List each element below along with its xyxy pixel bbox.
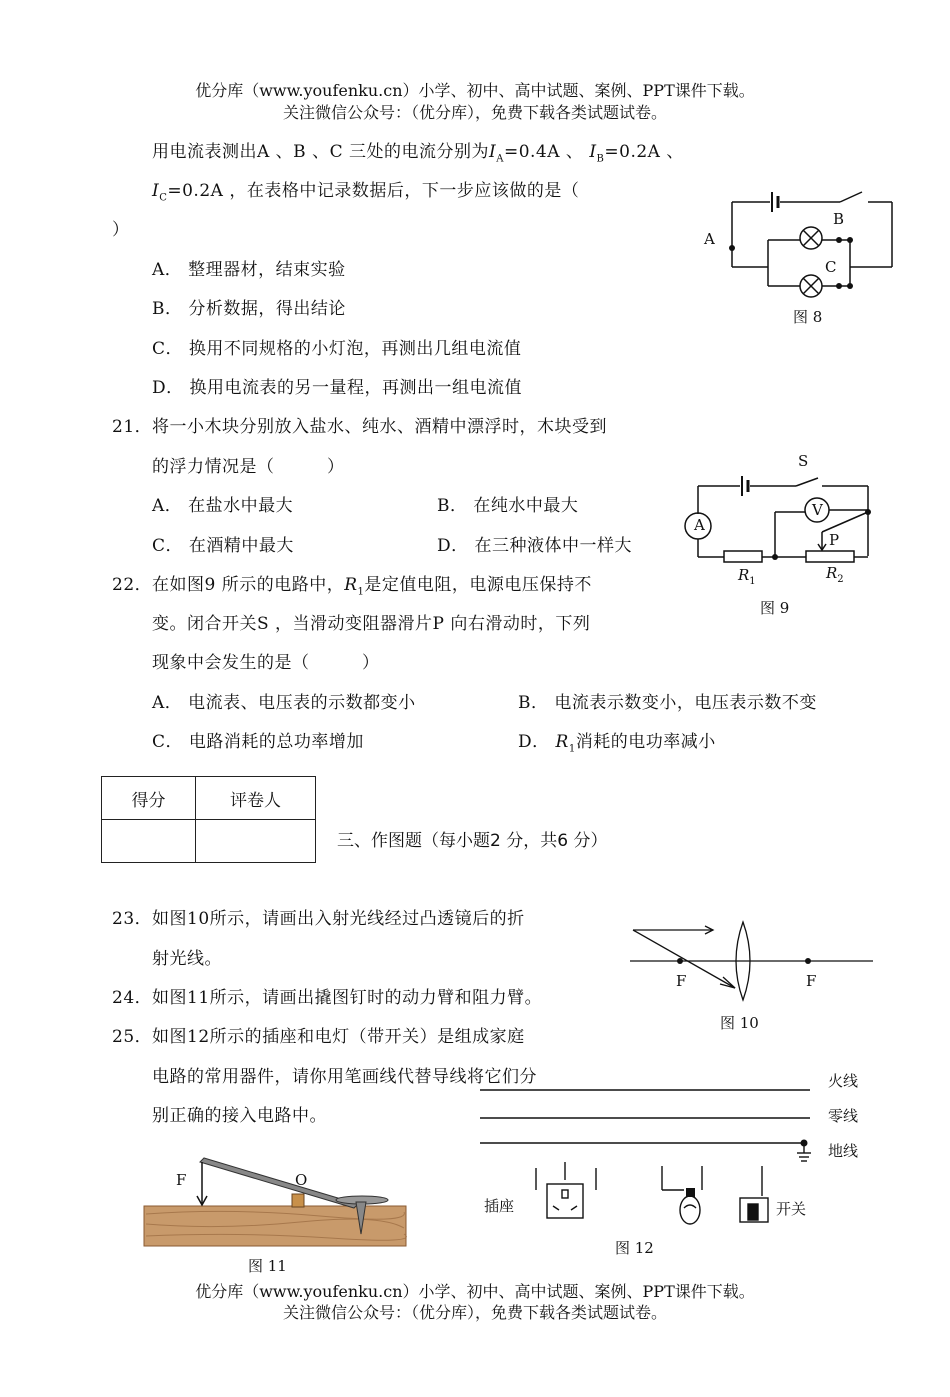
grader-cell[interactable]	[196, 820, 316, 863]
grader-header: 评卷人	[196, 777, 316, 820]
fig9-r2-label: $R_2$	[826, 564, 844, 585]
q20-option-c: C． 换用不同规格的小灯泡，再测出几组电流值	[152, 339, 522, 359]
fig11-force-label: F	[176, 1171, 187, 1189]
q21-stem-line1: 将一小木块分别放入盐水、纯水、酒精中漂浮时，木块受到	[152, 417, 607, 437]
q23-line2: 射光线。	[152, 949, 222, 969]
q22-number: 22．	[112, 575, 153, 595]
fig12-socket-label: 插座	[484, 1197, 515, 1215]
fig12-neutral-wire-label: 零线	[828, 1107, 859, 1125]
fig12-ground-wire-label: 地线	[828, 1142, 859, 1160]
q22-stem-line2: 变。闭合开关S ，当滑动变阻器滑片P 向右滑动时，下列	[152, 614, 591, 634]
fig8-caption: 图 8	[793, 308, 823, 326]
q22-stem-line1: 在如图9 所示的电路中，$R_1$是定值电阻，电源电压保持不	[152, 575, 592, 598]
q23-line1: 如图10所示，请画出入射光线经过凸透镜后的折	[152, 909, 525, 929]
fig9-caption: 图 9	[760, 599, 790, 617]
q20-close: ）	[112, 220, 130, 240]
header-line-1: 优分库（www.youfenku.cn）小学、初中、高中试题、案例、PPT课件下载。	[195, 81, 755, 100]
fig10-focus-left: F	[676, 972, 687, 990]
section-3-title: 三、作图题（每小题2 分，共6 分）	[337, 831, 608, 851]
fig12-live-wire-label: 火线	[828, 1072, 859, 1090]
fig9-ammeter-label: A	[694, 516, 705, 534]
score-table	[101, 776, 316, 863]
fig10-caption: 图 10	[720, 1014, 759, 1032]
q22-stem-line3: 现象中会发生的是（ ）	[152, 653, 380, 673]
q24-number: 24．	[112, 988, 153, 1008]
fig11-caption: 图 11	[248, 1257, 287, 1275]
q21-option-a: A． 在盐水中最大	[152, 496, 294, 516]
q21-option-d: D． 在三种液体中一样大	[437, 536, 633, 556]
fig9-switch-label: S	[798, 452, 809, 470]
q20-option-b: B． 分析数据，得出结论	[152, 299, 346, 319]
figure-9-circuit	[680, 470, 880, 590]
footer-line-2: 关注微信公众号：（优分库），免费下载各类试题试卷。	[282, 1303, 667, 1322]
fig8-label-a: A	[704, 230, 715, 248]
fig10-focus-right: F	[806, 972, 817, 990]
fig9-voltmeter-label: V	[812, 501, 823, 519]
header-line-2: 关注微信公众号：（优分库），免费下载各类试题试卷。	[282, 103, 667, 122]
q21-number: 21．	[112, 417, 153, 437]
q25-line3: 别正确的接入电路中。	[152, 1106, 327, 1126]
q25-number: 25．	[112, 1027, 153, 1047]
score-header: 得分	[102, 777, 196, 820]
fig12-switch-label: 开关	[776, 1200, 807, 1218]
q25-line1: 如图12所示的插座和电灯（带开关）是组成家庭	[152, 1027, 525, 1047]
q22-option-b: B． 电流表示数变小，电压表示数不变	[518, 693, 817, 713]
q20-option-a: A． 整理器材，结束实验	[152, 260, 346, 280]
fig12-caption: 图 12	[615, 1239, 654, 1257]
q20-stem-line1: 用电流表测出A 、B 、C 三处的电流分别为$I_A=0.4A$ 、 $I_B=0.2A$ 、	[152, 142, 684, 165]
q24-line1: 如图11所示，请画出撬图钉时的动力臂和阻力臂。	[152, 988, 543, 1008]
q22-option-d: D． $R_1$消耗的电功率减小	[518, 732, 716, 755]
figure-10-lens	[625, 918, 875, 1008]
q25-line2: 电路的常用器件，请你用笔画线代替导线将它们分	[152, 1067, 537, 1087]
figure-12-household-circuit	[478, 1080, 818, 1230]
footer-line-1: 优分库（www.youfenku.cn）小学、初中、高中试题、案例、PPT课件下载。	[195, 1282, 755, 1301]
q22-option-a: A． 电流表、电压表的示数都变小	[152, 693, 416, 713]
fig8-label-c: C	[825, 258, 837, 276]
q20-option-d: D． 换用电流表的另一量程，再测出一组电流值	[152, 378, 523, 398]
score-cell[interactable]	[102, 820, 196, 863]
q20-stem-line2: $I_C=0.2A$ ，在表格中记录数据后，下一步应该做的是（	[152, 181, 580, 204]
q22-option-c: C． 电路消耗的总功率增加	[152, 732, 364, 752]
fig9-r1-label: $R_1$	[738, 566, 756, 587]
fig9-slider-label: P	[829, 531, 840, 549]
q21-option-c: C． 在酒精中最大	[152, 536, 294, 556]
q23-number: 23．	[112, 909, 153, 929]
q21-option-b: B． 在纯水中最大	[437, 496, 579, 516]
fig8-label-b: B	[833, 210, 845, 228]
q21-stem-line2: 的浮力情况是（ ）	[152, 457, 345, 477]
fig11-fulcrum-label: O	[295, 1171, 308, 1189]
